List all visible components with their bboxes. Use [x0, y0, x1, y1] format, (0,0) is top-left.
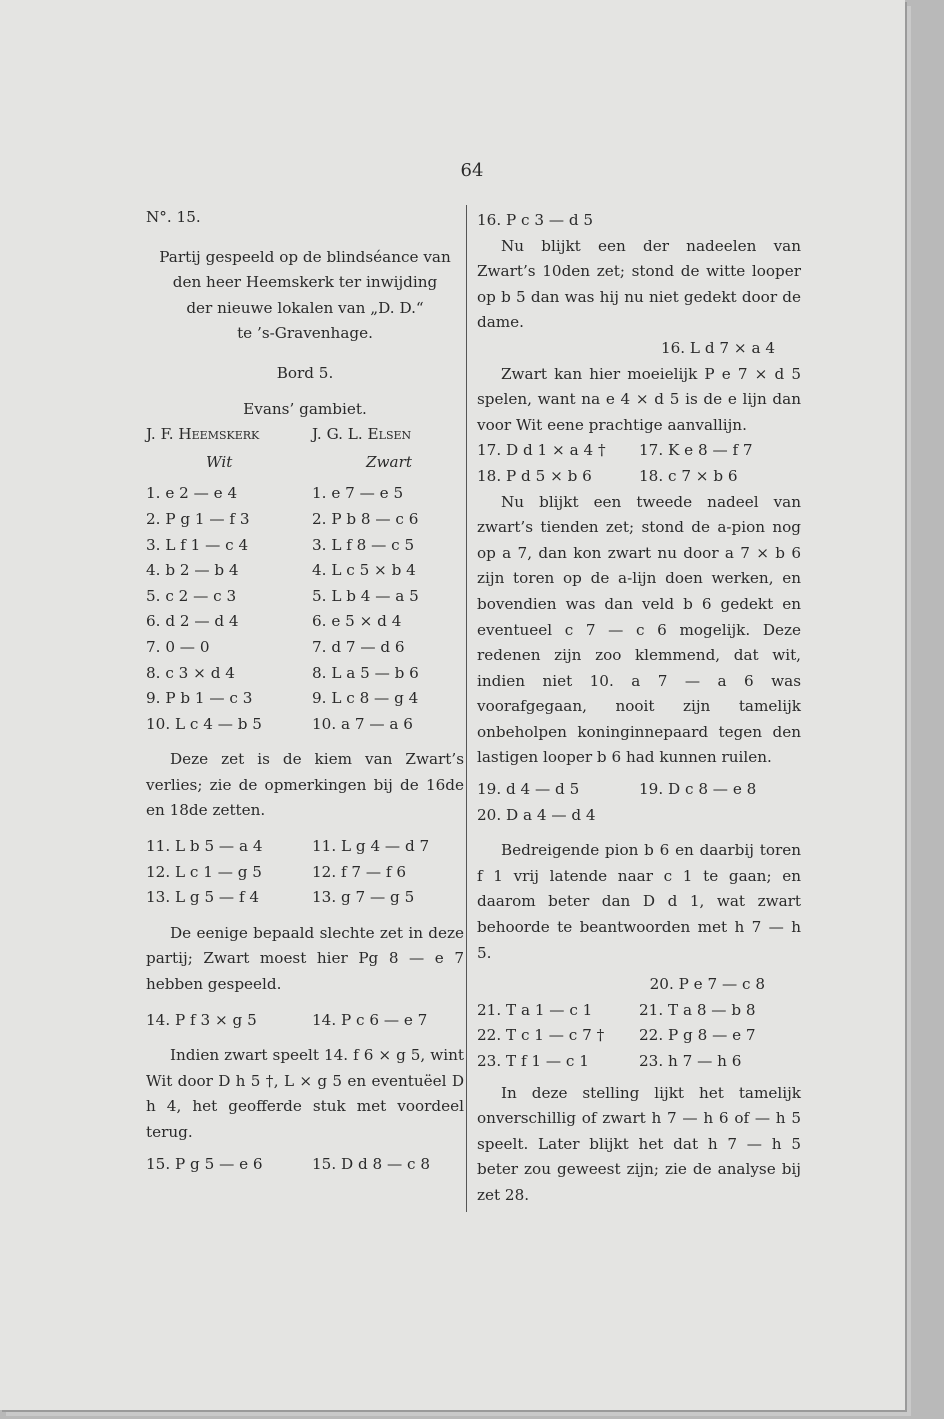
white-move: 21. T a 1 — c 1	[477, 1000, 593, 1019]
move-row	[477, 438, 801, 464]
annotation: Nu blijkt een tweede nadeel van zwart’s tienden zet; stond de a-pion nog op a 7, dan kon zwart nu door a 7 × b 6 zijn toren op de a-lijn doen werken, en bovendien was dan veld b 6 gedekt en eventueel c 7 — c 6 mogelijk. Deze redenen zijn zoo klemmend, dat wit, indien niet 10. a 7 — a 6 was voorafgegaan, nooit zijn tamelijk onbeholpen koninginnepaard tegen den lastigen looper b 6 had kunnen ruilen.	[477, 492, 801, 767]
white-move: 8. c 3 × d 4	[146, 663, 235, 682]
black-move: 1. e 7 — e 5	[312, 484, 404, 503]
black-move: 7. d 7 — d 6	[312, 637, 405, 656]
white-move: 7. 0 — 0	[146, 637, 210, 656]
game-number: N°. 15.	[146, 208, 201, 226]
intro-line: der nieuwe lokalen van „D. D.“	[186, 298, 424, 317]
annotation: De eenige bepaald slechte zet in deze partij; Zwart moest hier Pg 8 — e 7 hebben gespeeld.	[146, 923, 464, 994]
player-white: J. F. Heemskerk	[146, 425, 260, 444]
black-move: 19. D c 8 — e 8	[639, 780, 757, 799]
intro-line: Partij gespeeld op de blindséance van	[159, 247, 451, 266]
move-row	[146, 558, 464, 584]
white-move: 2. P g 1 — f 3	[146, 509, 250, 528]
colors-row	[146, 450, 464, 476]
move-row	[477, 803, 801, 829]
black-move: 4. L c 5 × b 4	[312, 561, 416, 580]
white-move: 22. T c 1 — c 7 †	[477, 1026, 605, 1045]
move-row	[146, 609, 464, 635]
move-line: 16. L d 7 × a 4	[660, 338, 775, 357]
black-move: 3. L f 8 — c 5	[312, 535, 415, 554]
move-row	[146, 481, 464, 507]
move-line: 16. P c 3 — d 5	[477, 211, 594, 229]
black-move: 15. D d 8 — c 8	[312, 1154, 431, 1173]
black-move: 10. a 7 — a 6	[312, 714, 413, 733]
annotation: Zwart kan hier moeielijk P e 7 × d 5 spelen, want na e 4 × d 5 is de e lijn dan voor Wit eene prachtige aanvallijn.	[477, 364, 801, 434]
move-row	[477, 777, 801, 803]
annotation: Nu blijkt een der nadeelen van Zwart’s 10den zet; stond de witte looper op b 5 dan was hij nu niet gedekt door de dame.	[477, 236, 801, 332]
move-row	[146, 834, 464, 860]
white-move: 4. b 2 — b 4	[146, 561, 239, 580]
white-move: 17. D d 1 × a 4 †	[477, 441, 606, 460]
move-line: 20. P e 7 — c 8	[649, 975, 765, 994]
white-move: 1. e 2 — e 4	[146, 484, 238, 503]
players-row	[146, 422, 464, 448]
black-move: 2. P b 8 — c 6	[312, 509, 419, 528]
intro-line: te ’s-Gravenhage.	[237, 324, 373, 343]
move-row	[146, 584, 464, 610]
black-move: 22. P g 8 — e 7	[639, 1026, 756, 1045]
move-row	[146, 686, 464, 712]
move-row	[146, 507, 464, 533]
move-row	[146, 661, 464, 687]
white-move: 3. L f 1 — c 4	[146, 535, 249, 554]
annotation: In deze stelling lijkt het tamelijk onverschillig of zwart h 7 — h 6 of — h 5 speelt. Later blijkt het dat h 7 — h 5 beter zou geweest zijn; zie de analyse bij zet 28.	[477, 1083, 801, 1204]
move-row	[477, 464, 801, 490]
page-number: 64	[460, 160, 484, 181]
black-move: 14. P c 6 — e 7	[312, 1010, 428, 1029]
white-move: 19. d 4 — d 5	[477, 780, 580, 799]
white-move: 11. L b 5 — a 4	[146, 837, 263, 856]
move-row	[146, 712, 464, 738]
annotation: Deze zet is de kiem van Zwart’s verlies; zie de opmerkingen bij de 16de en 18de zetten.	[146, 750, 464, 820]
move-row	[146, 885, 464, 911]
board-label: Bord 5.	[276, 363, 334, 382]
opening-name: Evans’ gambiet.	[243, 399, 367, 418]
move-row	[146, 533, 464, 559]
move-row	[477, 998, 801, 1024]
move-row	[477, 1023, 801, 1049]
white-move: 12. L c 1 — g 5	[146, 862, 262, 881]
white-move: 14. P f 3 × g 5	[146, 1010, 257, 1029]
black-move: 6. e 5 × d 4	[312, 612, 402, 631]
white-move: 23. T f 1 — c 1	[477, 1052, 589, 1070]
label-white: Wit	[206, 452, 233, 471]
game-intro	[146, 245, 464, 347]
white-move: 9. P b 1 — c 3	[146, 689, 253, 708]
black-move: 18. c 7 × b 6	[639, 466, 738, 485]
label-black: Zwart	[366, 452, 412, 471]
black-move: 11. L g 4 — d 7	[312, 837, 430, 856]
move-row	[477, 1049, 801, 1075]
left-column	[146, 205, 464, 1177]
player-black: J. G. L. Elsen	[312, 425, 412, 444]
annotation: Bedreigende pion b 6 en daarbij toren f 1 vrij latende naar c 1 te gaan; en daarom beter dan D d 1, wat zwart behoorde te beantwoorden met h 7 — h 5.	[477, 841, 801, 962]
black-move: 8. L a 5 — b 6	[312, 663, 419, 682]
annotation: Indien zwart speelt 14. f 6 × g 5, wint Wit door D h 5 †, L × g 5 en eventuëel D h 4, het geofferde stuk met voordeel terug.	[146, 1046, 464, 1141]
white-move: 13. L g 5 — f 4	[146, 888, 260, 907]
moves-11-13	[146, 834, 464, 911]
move-row	[146, 860, 464, 886]
black-move: 17. K e 8 — f 7	[639, 441, 753, 460]
move-row	[146, 635, 464, 661]
moves-1-10	[146, 481, 464, 737]
black-move: 5. L b 4 — a 5	[312, 586, 419, 605]
white-move: 15. P g 5 — e 6	[146, 1154, 263, 1173]
black-move: 13. g 7 — g 5	[312, 888, 415, 907]
move-row	[146, 1152, 464, 1178]
black-move: 21. T a 8 — b 8	[639, 1000, 756, 1019]
white-move: 10. L c 4 — b 5	[146, 714, 262, 733]
move-row	[146, 1008, 464, 1034]
white-move: 5. c 2 — c 3	[146, 586, 237, 605]
black-move: 12. f 7 — f 6	[312, 862, 407, 881]
intro-line: den heer Heemskerk ter inwijding	[172, 273, 438, 292]
black-move: 23. h 7 — h 6	[639, 1052, 742, 1070]
white-move: 20. D a 4 — d 4	[477, 805, 596, 824]
white-move: 6. d 2 — d 4	[146, 612, 239, 631]
white-move: 18. P d 5 × b 6	[477, 466, 592, 485]
column-divider	[466, 205, 467, 1212]
right-column	[477, 208, 801, 1209]
black-move: 9. L c 8 — g 4	[312, 689, 419, 708]
